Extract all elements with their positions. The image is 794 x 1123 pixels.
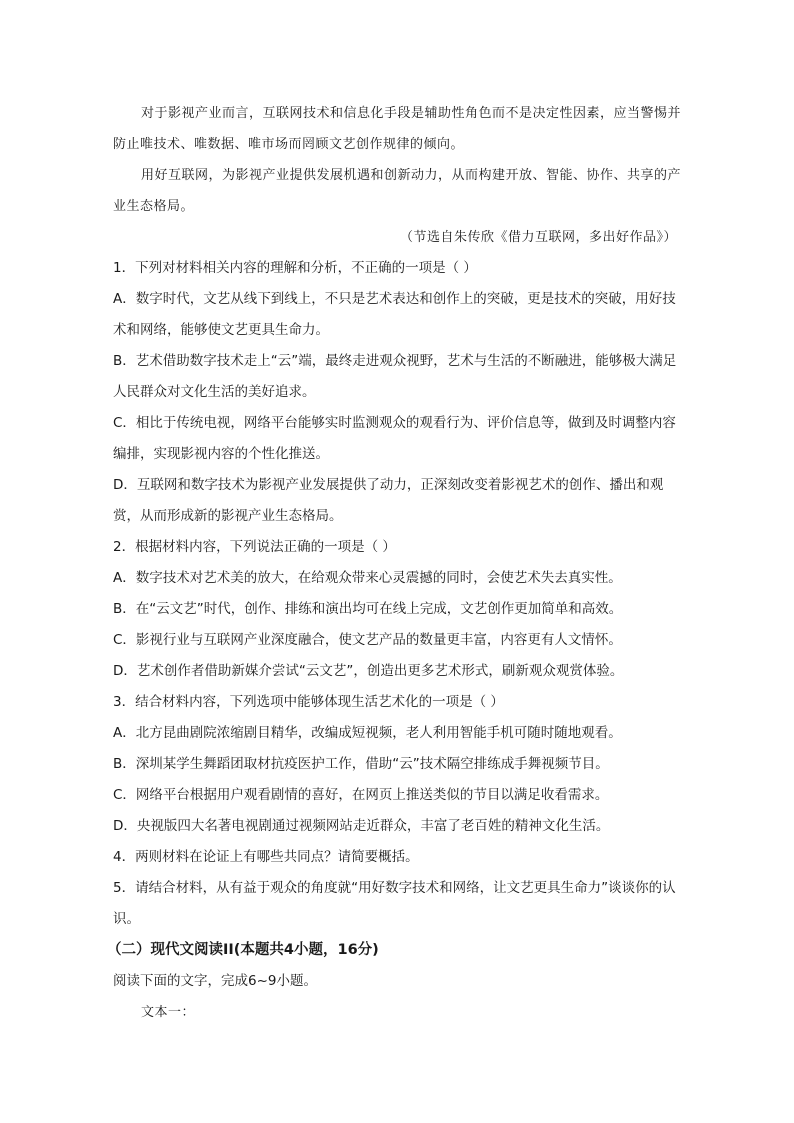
material-paragraph-1: 对于影视产业而言，互联网技术和信息化手段是辅助性角色而不是决定性因素，应当警惕并防止唯技术、唯数据、唯市场而罔顾文艺创作规律的倾向。 (113, 106, 682, 152)
question-3-option-d: D．央视版四大名著电视剧通过视频网站走近群众，丰富了老百姓的精神文化生活。 (113, 818, 610, 834)
text-one-label: 文本一： (141, 1005, 196, 1020)
section-instruction: 阅读下面的文字，完成6~9小题。 (113, 973, 317, 989)
question-1-option-b: B．艺术借助数字技术走上“云”端，最终走进观众视野，艺术与生活的不断融进，能够极大满足人民群众对文化生活的美好追求。 (113, 353, 677, 400)
question-3 (113, 687, 681, 842)
question-1-option-d: D．互联网和数字技术为影视产业发展提供了动力，正深刻改变着影视艺术的创作、播出和观赏，从而形成新的影视产业生态格局。 (113, 477, 664, 524)
source-citation: （节选自朱传欣《借力互联网，多出好作品》） (399, 230, 677, 245)
question-2-option-c: C．影视行业与互联网产业深度融合，使文艺产品的数量更丰富，内容更有人文情怀。 (113, 632, 622, 648)
question-1-option-c: C．相比于传统电视，网络平台能够实时监测观众的观看行为、评价信息等，做到及时调整内容编排，实现影视内容的个性化推送。 (113, 415, 676, 462)
document-content (107, 98, 682, 1028)
question-3-option-b: B．深圳某学生舞蹈团取材抗疫医护工作，借助“云”技术隔空排练成手舞视频节目。 (113, 756, 609, 772)
question-1-option-a: A．数字时代，文艺从线下到线上，不只是艺术表达和创作上的突破，更是技术的突破，用好技术和网络，能够使文艺更具生命力。 (113, 291, 676, 338)
question-2-option-b: B．在“云文艺”时代，创作、排练和演出均可在线上完成，文艺创作更加简单和高效。 (113, 601, 623, 617)
question-4: 4．两则材料在论证上有哪些共同点？请简要概括。 (113, 849, 419, 865)
question-2-option-d: D．艺术创作者借助新媒介尝试“云文艺”，创造出更多艺术形式，刷新观众观赏体验。 (113, 663, 624, 679)
material-paragraph-2: 用好互联网，为影视产业提供发展机遇和创新动力，从而构建开放、智能、协作、共享的产业生态格局。 (113, 168, 682, 214)
question-3-option-a: A．北方昆曲剧院浓缩剧目精华，改编成短视频，老人利用智能手机可随时随地观看。 (113, 725, 622, 741)
question-1 (113, 253, 681, 532)
question-5: 5．请结合材料，从有益于观众的角度就“用好数字技术和网络，让文艺更具生命力”谈谈你的认识。 (113, 880, 676, 927)
question-2 (113, 532, 681, 687)
section-title: （二）现代文阅读II(本题共4小题，16分) (107, 942, 379, 958)
question-2-stem: 2．根据材料内容，下列说法正确的一项是（ ） (113, 539, 396, 555)
question-1-stem: 1．下列对材料相关内容的理解和分析，不正确的一项是（ ） (113, 260, 477, 276)
question-3-option-c: C．网络平台根据用户观看剧情的喜好，在网页上推送类似的节目以满足收看需求。 (113, 787, 609, 803)
question-3-stem: 3．结合材料内容，下列选项中能够体现生活艺术化的一项是（ ） (113, 694, 504, 710)
question-2-option-a: A．数字技术对艺术美的放大，在给观众带来心灵震撼的同时，会使艺术失去真实性。 (113, 570, 622, 586)
